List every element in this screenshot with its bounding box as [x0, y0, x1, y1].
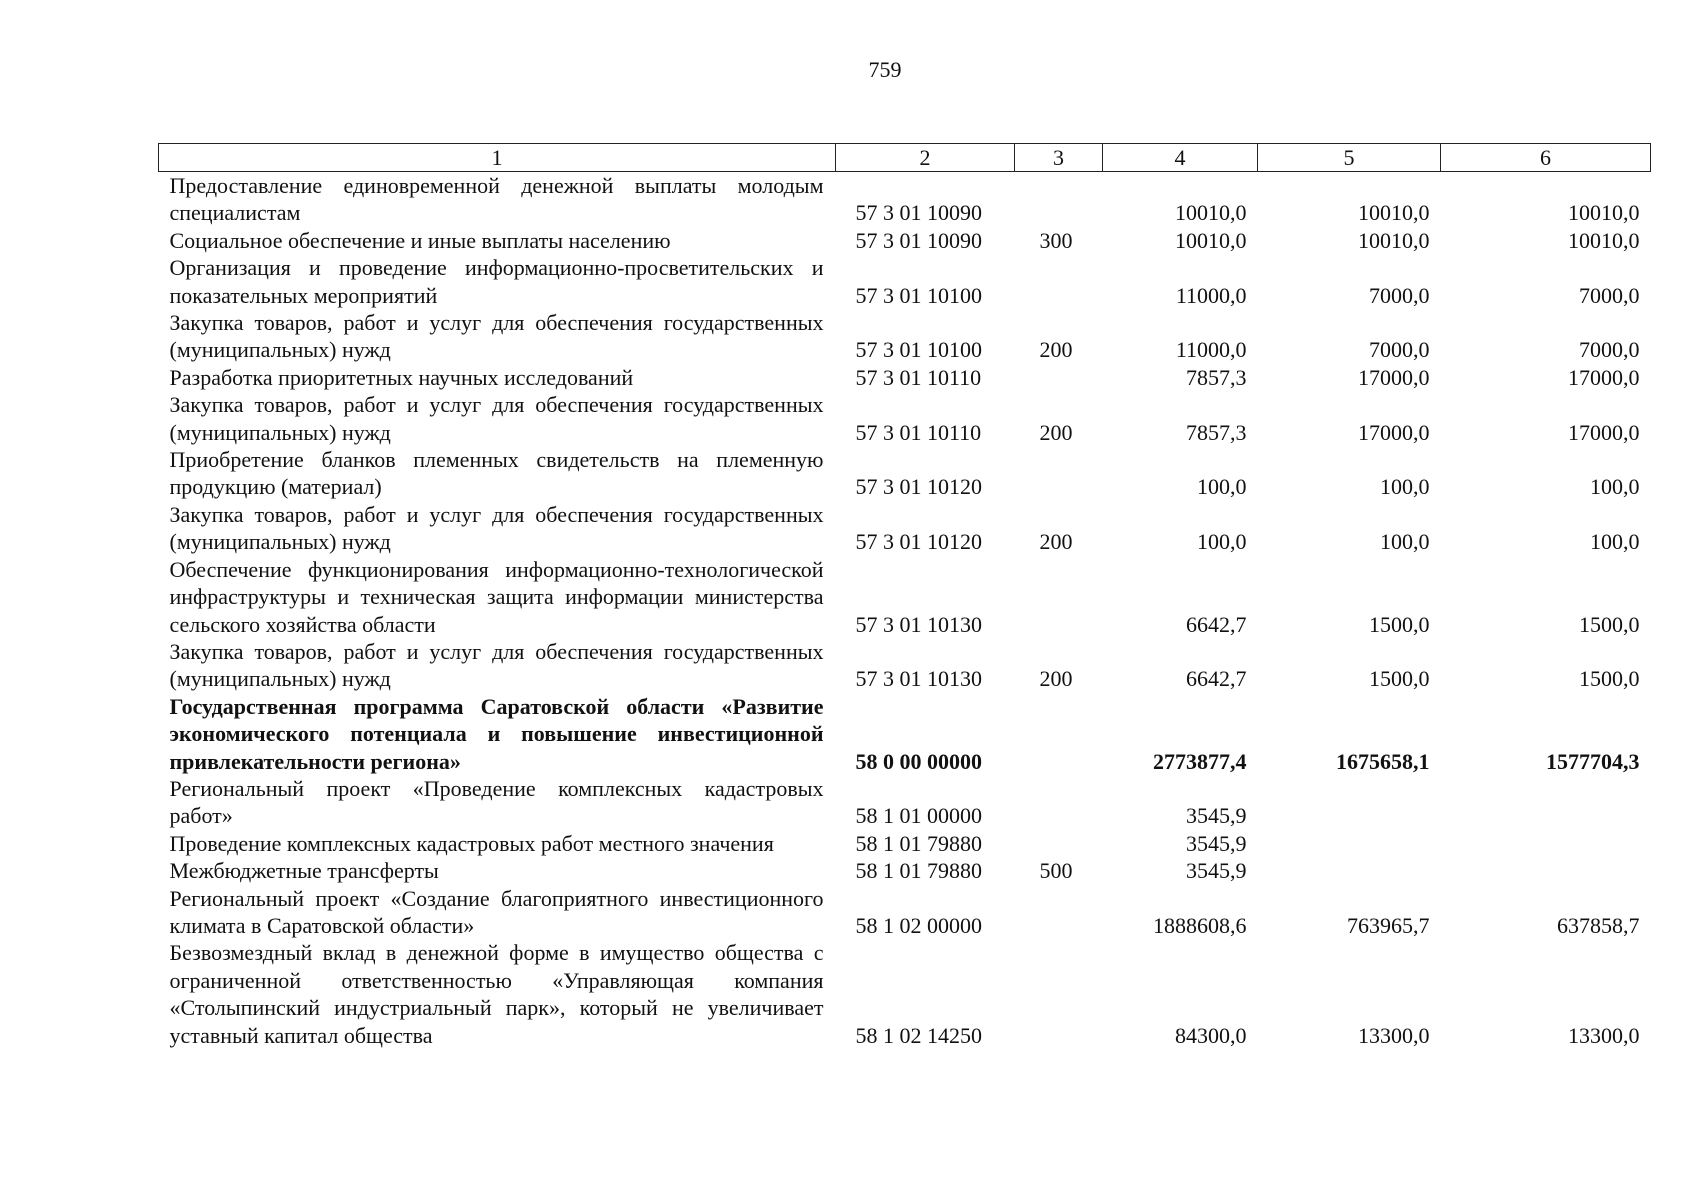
expense-type-cell	[1015, 939, 1103, 1049]
expense-type-cell	[1015, 775, 1103, 830]
amount-col4-cell: 11000,0	[1175, 337, 1247, 363]
expense-type-cell	[1015, 254, 1103, 309]
row-name-cell: Безвозмездный вклад в денежной форме в имущество общества с ограниченной ответственностью «Управляющая компания «Столыпинский индустриальный парк», который не увеличивает уставный капитал общества	[169, 940, 824, 1048]
row-name-cell: Предоставление единовременной денежной выплаты молодым специалистам	[169, 173, 824, 226]
amount-col6-cell: 17000,0	[1568, 419, 1640, 445]
column-header: 4	[1103, 144, 1258, 172]
column-header: 2	[836, 144, 1015, 172]
column-header: 5	[1258, 144, 1441, 172]
amount-col4-cell: 100,0	[1197, 529, 1247, 555]
target-article-cell: 58 1 01 00000	[855, 803, 982, 829]
amount-col5-cell: 7000,0	[1369, 337, 1430, 363]
target-article-cell: 57 3 01 10100	[855, 337, 982, 363]
amount-col6-cell: 13300,0	[1568, 1022, 1640, 1048]
target-article-cell: 57 3 01 10090	[855, 227, 982, 253]
amount-col5-cell	[1258, 775, 1441, 830]
expense-type-cell	[1015, 693, 1103, 775]
column-header: 6	[1441, 144, 1651, 172]
row-name-cell: Проведение комплексных кадастровых работ местного значения	[169, 830, 774, 856]
row-name-cell: Закупка товаров, работ и услуг для обеспечения государственных (муниципальных) нужд	[169, 392, 824, 445]
amount-col5-cell: 10010,0	[1358, 227, 1430, 253]
amount-col5-cell	[1258, 830, 1441, 857]
expense-type-cell	[1015, 364, 1103, 391]
expense-type-cell: 200	[1039, 666, 1073, 692]
amount-col5-cell: 1500,0	[1369, 666, 1430, 692]
amount-col6-cell	[1441, 857, 1651, 884]
table-row	[159, 309, 1651, 364]
table-row	[159, 939, 1651, 1049]
amount-col5-cell: 10010,0	[1358, 200, 1430, 226]
target-article-cell: 57 3 01 10130	[855, 611, 982, 637]
amount-col5-cell	[1258, 857, 1441, 884]
amount-col6-cell: 100,0	[1590, 474, 1640, 500]
row-name-cell: Социальное обеспечение и иные выплаты населению	[169, 227, 671, 253]
expense-type-cell	[1015, 885, 1103, 940]
table-row	[159, 501, 1651, 556]
row-name-cell: Закупка товаров, работ и услуг для обеспечения государственных (муниципальных) нужд	[169, 638, 824, 692]
amount-col5-cell: 17000,0	[1358, 364, 1430, 390]
table-row	[159, 693, 1651, 775]
table-row	[159, 830, 1651, 857]
table-row	[159, 254, 1651, 309]
amount-col4-cell: 100,0	[1197, 474, 1247, 500]
amount-col4-cell: 3545,9	[1186, 830, 1247, 856]
table-header-row	[159, 144, 1651, 172]
expense-type-cell	[1015, 556, 1103, 638]
table-row	[159, 638, 1651, 693]
row-name-cell: Региональный проект «Проведение комплексных кадастровых работ»	[169, 775, 824, 829]
expense-type-cell	[1015, 446, 1103, 501]
amount-col4-cell: 2773877,4	[1153, 748, 1247, 774]
amount-col4-cell: 11000,0	[1175, 282, 1247, 308]
page-number: 759	[868, 57, 902, 82]
table-row	[159, 391, 1651, 446]
target-article-cell: 57 3 01 10100	[855, 282, 982, 308]
expense-type-cell: 200	[1039, 419, 1073, 445]
amount-col5-cell: 763965,7	[1347, 912, 1430, 938]
amount-col5-cell: 100,0	[1380, 474, 1430, 500]
row-name-cell: Разработка приоритетных научных исследований	[169, 364, 634, 390]
table-row	[159, 172, 1651, 227]
table-row	[159, 227, 1651, 254]
amount-col4-cell: 7857,3	[1186, 364, 1247, 390]
table-row	[159, 885, 1651, 940]
budget-table	[158, 143, 1651, 1049]
expense-type-cell: 500	[1039, 858, 1073, 884]
target-article-cell: 57 3 01 10120	[855, 529, 982, 555]
amount-col6-cell: 17000,0	[1568, 364, 1640, 390]
table-row	[159, 857, 1651, 884]
amount-col4-cell: 3545,9	[1186, 858, 1247, 884]
target-article-cell: 58 1 02 14250	[855, 1022, 982, 1048]
amount-col5-cell: 100,0	[1380, 529, 1430, 555]
table-body	[159, 172, 1651, 1050]
amount-col6-cell: 10010,0	[1568, 227, 1640, 253]
amount-col4-cell: 7857,3	[1186, 419, 1247, 445]
target-article-cell: 57 3 01 10110	[855, 419, 982, 445]
expense-type-cell	[1015, 172, 1103, 227]
target-article-cell: 58 1 01 79880	[855, 830, 982, 856]
amount-col4-cell: 3545,9	[1186, 803, 1247, 829]
row-name-cell: Закупка товаров, работ и услуг для обеспечения государственных (муниципальных) нужд	[169, 310, 824, 363]
amount-col6-cell: 100,0	[1590, 529, 1640, 555]
amount-col6-cell: 10010,0	[1568, 200, 1640, 226]
amount-col4-cell: 6642,7	[1186, 666, 1247, 692]
expense-type-cell	[1015, 830, 1103, 857]
table-row	[159, 446, 1651, 501]
row-name-cell: Приобретение бланков племенных свидетельств на племенную продукцию (материал)	[169, 447, 824, 500]
table-row	[159, 775, 1651, 830]
row-name-cell: Региональный проект «Создание благоприятного инвестиционного климата в Саратовской области»	[169, 885, 824, 938]
amount-col6-cell	[1441, 775, 1651, 830]
amount-col6-cell: 1577704,3	[1546, 748, 1640, 774]
amount-col6-cell: 637858,7	[1557, 912, 1640, 938]
table-row	[159, 556, 1651, 638]
amount-col5-cell: 1675658,1	[1336, 748, 1430, 774]
row-name-cell: Межбюджетные трансферты	[169, 858, 439, 884]
target-article-cell: 58 1 02 00000	[855, 912, 982, 938]
amount-col4-cell: 10010,0	[1175, 227, 1247, 253]
expense-type-cell: 300	[1039, 227, 1073, 253]
row-name-cell: Закупка товаров, работ и услуг для обеспечения государственных (муниципальных) нужд	[169, 501, 824, 555]
amount-col4-cell: 6642,7	[1186, 611, 1247, 637]
amount-col4-cell: 1888608,6	[1153, 912, 1247, 938]
amount-col5-cell: 1500,0	[1369, 611, 1430, 637]
amount-col5-cell: 17000,0	[1358, 419, 1430, 445]
amount-col6-cell: 1500,0	[1579, 666, 1640, 692]
table-row	[159, 364, 1651, 391]
target-article-cell: 57 3 01 10120	[855, 474, 982, 500]
target-article-cell: 58 0 00 00000	[855, 748, 982, 774]
row-name-cell: Организация и проведение информационно-просветительских и показательных мероприятий	[169, 255, 824, 308]
amount-col6-cell: 1500,0	[1579, 611, 1640, 637]
amount-col5-cell: 13300,0	[1358, 1022, 1430, 1048]
expense-type-cell: 200	[1039, 529, 1073, 555]
target-article-cell: 57 3 01 10130	[855, 666, 982, 692]
amount-col4-cell: 10010,0	[1175, 200, 1247, 226]
row-name-cell: Обеспечение функционирования информационно-технологической инфраструктуры и техническая защита информации министерства сельского хозяйства области	[169, 556, 824, 637]
target-article-cell: 57 3 01 10090	[855, 200, 982, 226]
column-header: 1	[159, 144, 836, 172]
target-article-cell: 58 1 01 79880	[855, 858, 982, 884]
amount-col6-cell: 7000,0	[1579, 337, 1640, 363]
expense-type-cell: 200	[1039, 337, 1073, 363]
column-header: 3	[1015, 144, 1103, 172]
amount-col5-cell: 7000,0	[1369, 282, 1430, 308]
amount-col6-cell	[1441, 830, 1651, 857]
row-name-cell: Государственная программа Саратовской области «Развитие экономического потенциала и повышение инвестиционной привлекательности региона»	[169, 693, 824, 774]
amount-col4-cell: 84300,0	[1175, 1022, 1247, 1048]
target-article-cell: 57 3 01 10110	[855, 364, 982, 390]
amount-col6-cell: 7000,0	[1579, 282, 1640, 308]
